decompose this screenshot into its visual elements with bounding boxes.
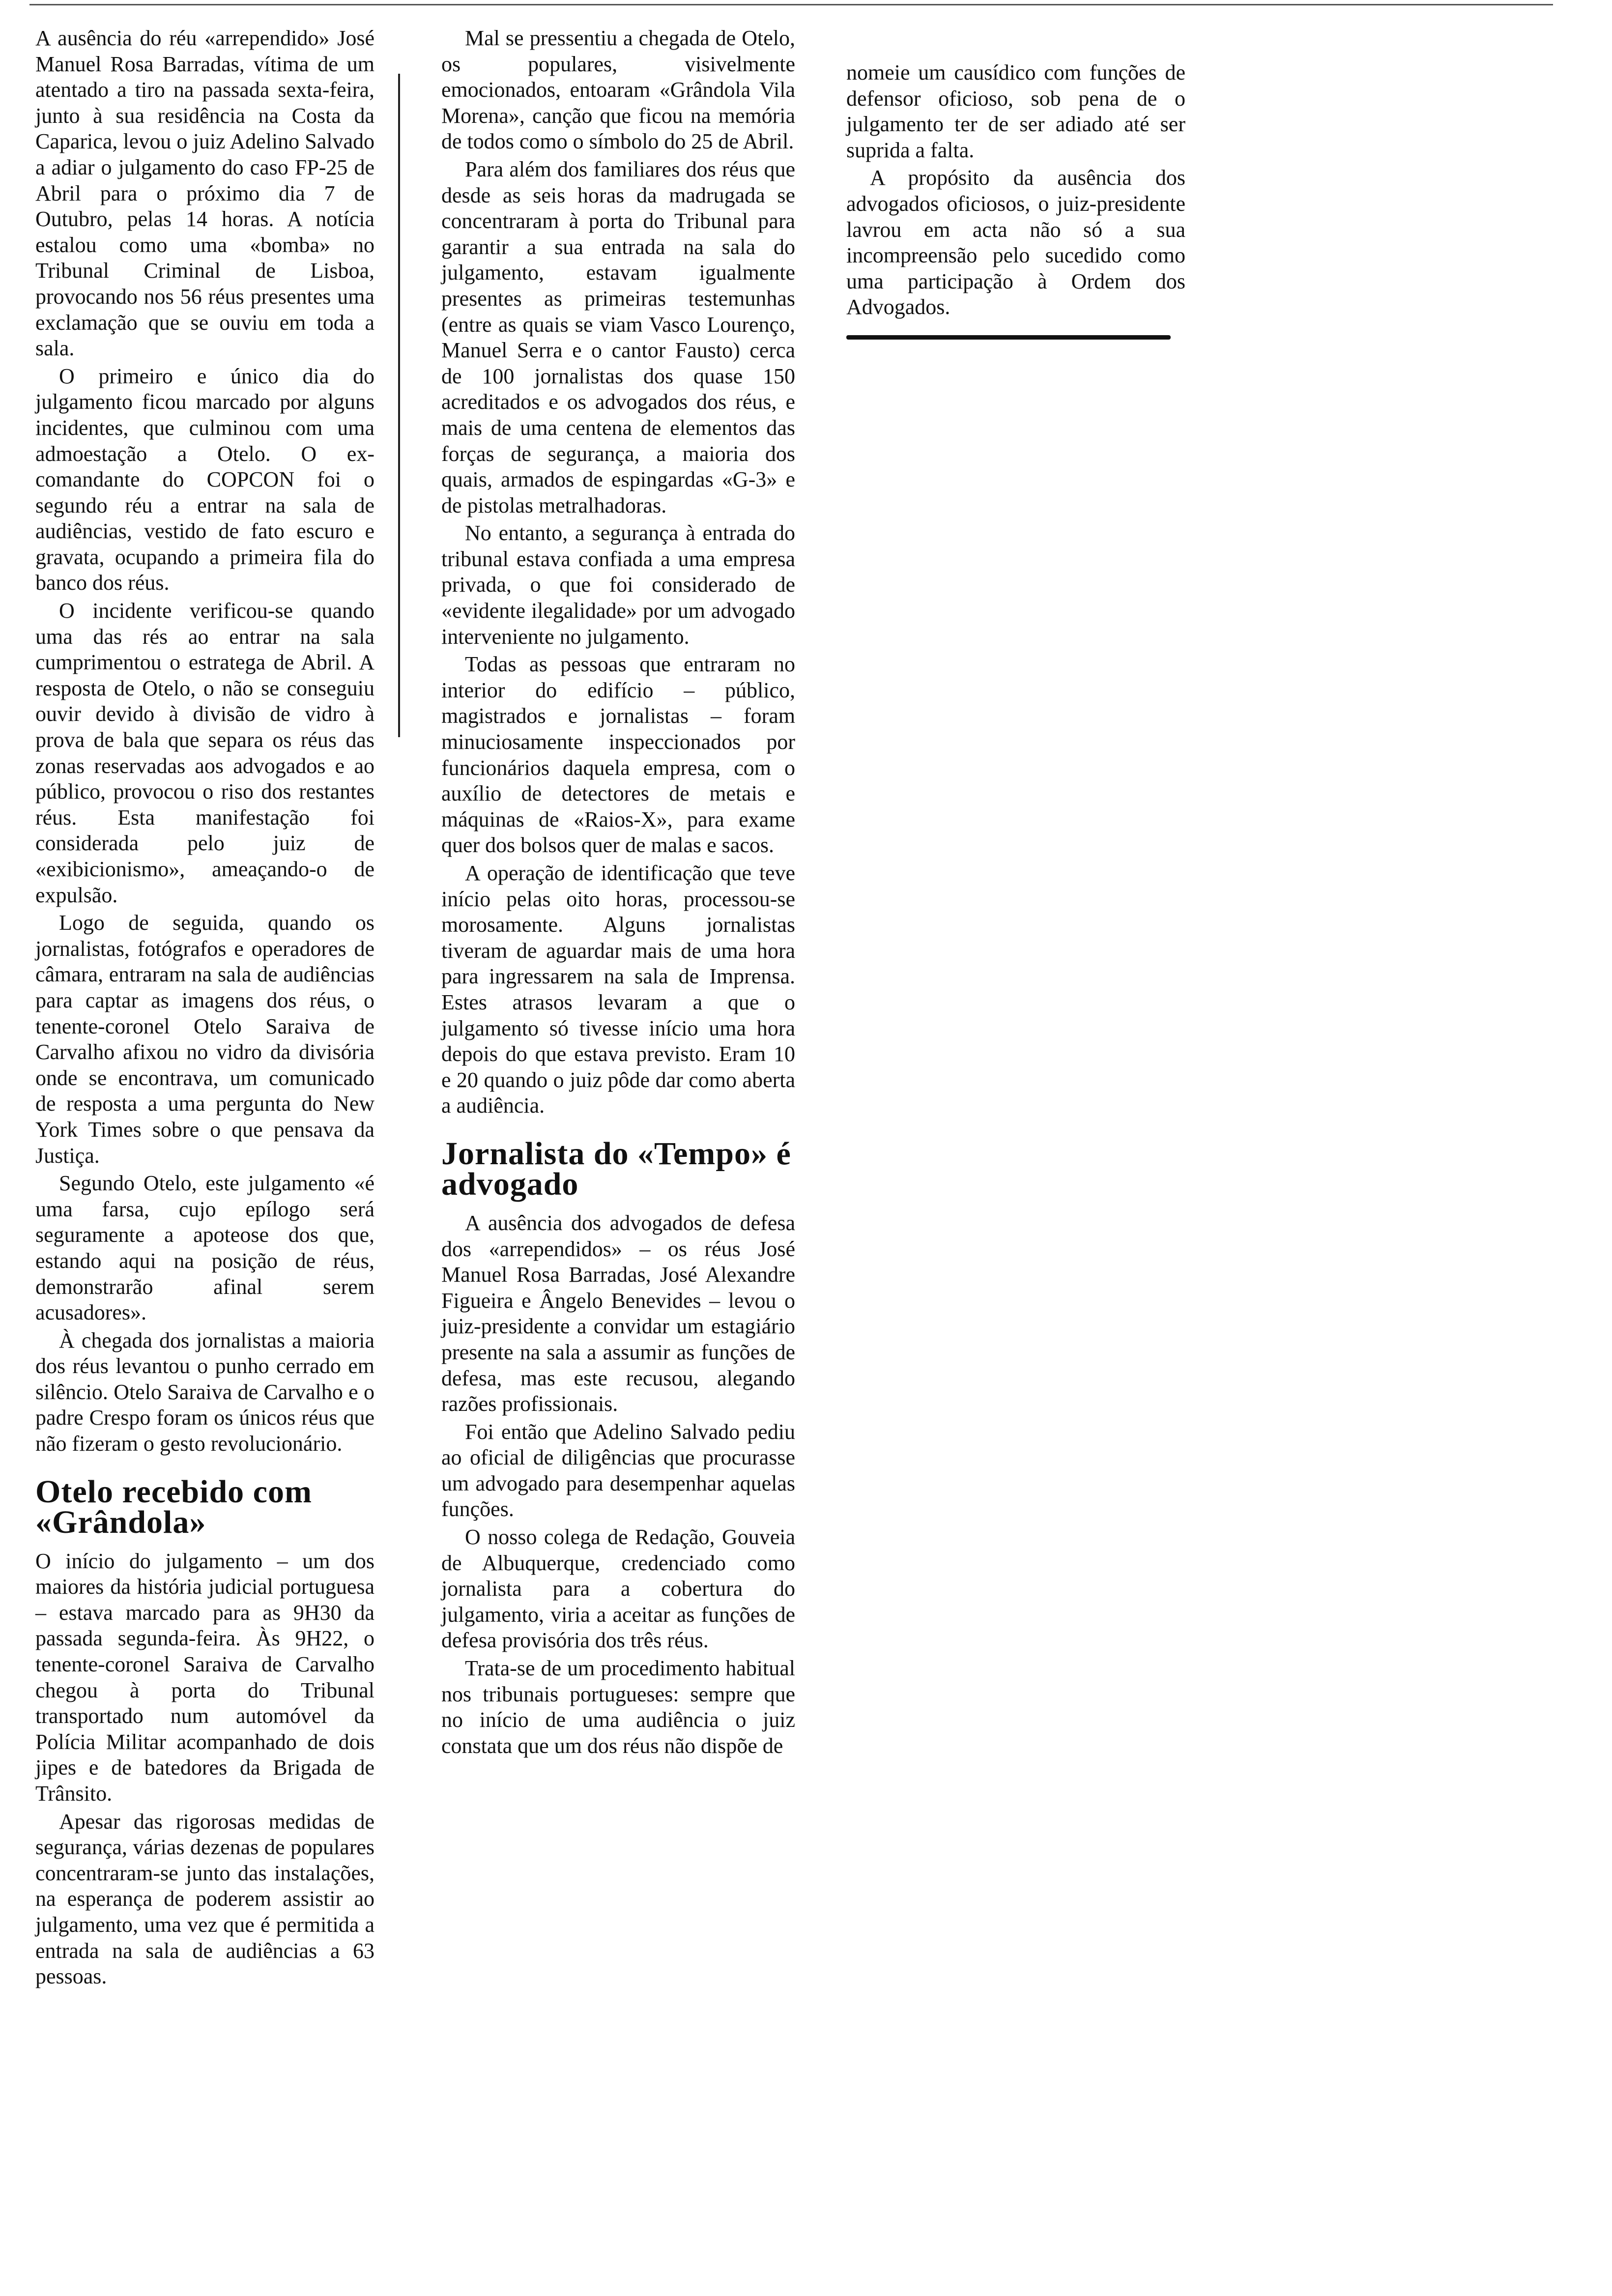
paragraph: Apesar das rigorosas medidas de segurança, várias dezenas de populares concentraram-se junto das instalações, na esperança de poderem assistir ao julgamento, uma vez que é permitida a entrada na sala de audiências a 63 pessoas. [35, 1809, 374, 1989]
paragraph: A ausência dos advogados de defesa dos «arrependidos» – os réus José Manuel Rosa Barradas, José Alexandre Figueira e Ângelo Benevides – levou o juiz-presidente a convidar um estagiário presente na sala a assumir as funções de defesa, mas este recusou, alegando razões profissionais. [441, 1210, 795, 1416]
paragraph: O início do julgamento – um dos maiores da história judicial portuguesa – estava marcado para as 9H30 da passada segunda-feira. Às 9H22, o tenente-coronel Saraiva de Carvalho chegou à porta do Tribunal transportado num automóvel da Polícia Militar acompanhado de dois jipes e de batedores da Brigada de Trânsito. [35, 1549, 374, 1806]
paragraph: No entanto, a segurança à entrada do tribunal estava confiada a uma empresa privada, o que foi considerado de «evidente ilegalidade» por um advogado interveniente no julgamento. [441, 521, 795, 649]
end-of-article-rule [846, 335, 1171, 340]
column-divider [398, 74, 400, 737]
column-2 [441, 26, 795, 1759]
paragraph: Segundo Otelo, este julgamento «é uma farsa, cujo epílogo será seguramente a apoteose dos que, estando aqui na posição de réus, demonstrarão afinal serem acusadores». [35, 1171, 374, 1325]
paragraph: Foi então que Adelino Salvado pediu ao oficial de diligências que procurasse um advogado para desempenhar aquelas funções. [441, 1419, 795, 1521]
paragraph: O primeiro e único dia do julgamento ficou marcado por alguns incidentes, que culminou com uma admoestação a Otelo. O ex-comandante do COPCON foi o segundo réu a entrar na sala de audiências, vestido de fato escuro e gravata, ocupando a primeira fila do banco dos réus. [35, 364, 374, 595]
paragraph: nomeie um causídico com funções de defensor oficioso, sob pena de o julgamento ter de ser adiado até ser suprida a falta. [846, 60, 1185, 162]
paragraph: À chegada dos jornalistas a maioria dos réus levantou o punho cerrado em silêncio. Otelo Saraiva de Carvalho e o padre Crespo foram os únicos réus que não fizeram o gesto revolucionário. [35, 1328, 374, 1456]
column-3 [846, 60, 1185, 320]
paragraph: A operação de identificação que teve início pelas oito horas, processou-se morosamente. Alguns jornalistas tiveram de aguardar mais de uma hora para ingressarem na sala de Imprensa. Estes atrasos levaram a que o julgamento só tivesse início uma hora depois do que estava previsto. Eram 10 e 20 quando o juiz pôde dar como aberta a audiência. [441, 861, 795, 1118]
column-1 [35, 26, 374, 1990]
top-rule [29, 4, 1553, 5]
paragraph: A propósito da ausência dos advogados oficiosos, o juiz-presidente lavrou em acta não só a sua incompreensão pelo sucedido como uma participação à Ordem dos Advogados. [846, 166, 1185, 319]
paragraph: O incidente verificou-se quando uma das rés ao entrar na sala cumprimentou o estratega de Abril. A resposta de Otelo, o não se conseguiu ouvir devido à divisão de vidro à prova de bala que separa os réus das zonas reservadas aos advogados e ao público, provocou o riso dos restantes réus. Esta manifestação foi considerada pelo juiz de «exibicionismo», ameaçando-o de expulsão. [35, 599, 374, 907]
section-heading: Otelo recebido com «Grândola» [35, 1473, 312, 1540]
paragraph: Logo de seguida, quando os jornalistas, fotógrafos e operadores de câmara, entraram na sala de audiências para captar as imagens dos réus, o tenente-coronel Otelo Saraiva de Carvalho afixou no vidro da divisória onde se encontrava, um comunicado de resposta a uma pergunta do New York Times sobre o que pensava da Justiça. [35, 911, 374, 1168]
section-heading: Jornalista do «Tempo» é advogado [441, 1135, 791, 1202]
paragraph: Trata-se de um procedimento habitual nos tribunais portugueses: sempre que no início de uma audiência o juiz constata que um dos réus não dispõe de [441, 1656, 795, 1758]
paragraph: Todas as pessoas que entraram no interior do edifício – público, magistrados e jornalistas – foram minuciosamente inspeccionados por funcionários daquela empresa, com o auxílio de detectores de metais e máquinas de «Raios-X», para exame quer dos bolsos quer de malas e sacos. [441, 652, 795, 858]
paragraph: A ausência do réu «arrependido» José Manuel Rosa Barradas, vítima de um atentado a tiro na passada sexta-feira, junto à sua residência na Costa da Caparica, levou o juiz Adelino Salvado a adiar o julgamento do caso FP-25 de Abril para o próximo dia 7 de Outubro, pelas 14 horas. A notícia estalou como uma «bomba» no Tribunal Criminal de Lisboa, provocando nos 56 réus presentes uma exclamação que se ouviu em toda a sala. [35, 26, 374, 361]
paragraph: O nosso colega de Redação, Gouveia de Albuquerque, credenciado como jornalista para a cobertura do julgamento, viria a aceitar as funções de defesa provisória dos três réus. [441, 1525, 795, 1653]
paragraph: Para além dos familiares dos réus que desde as seis horas da madrugada se concentraram à porta do Tribunal para garantir a sua entrada na sala do julgamento, estavam igualmente presentes as primeiras testemunhas (entre as quais se viam Vasco Lourenço, Manuel Serra e o cantor Fausto) cerca de 100 jornalistas dos quase 150 acreditados e os advogados dos réus, e mais de uma centena de elementos das forças de segurança, a maioria dos quais, armados de espingardas «G-3» e de pistolas metralhadoras. [441, 157, 795, 517]
paragraph: Mal se pressentiu a chegada de Otelo, os populares, visivelmente emocionados, entoaram «Grândola Vila Morena», canção que ficou na memória de todos como o símbolo do 25 de Abril. [441, 26, 795, 154]
